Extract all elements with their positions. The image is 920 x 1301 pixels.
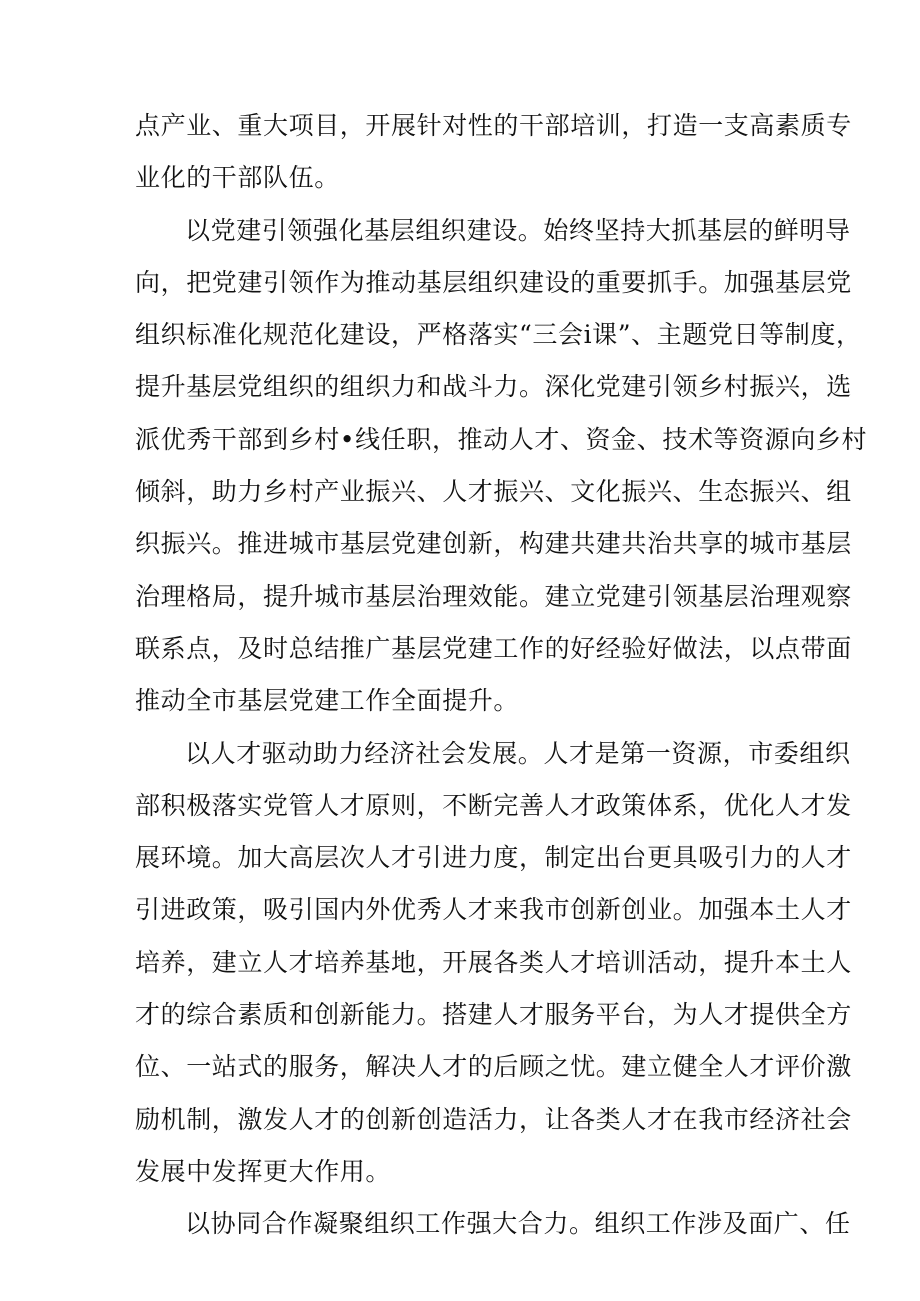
body-text	[135, 100, 868, 1251]
text-line-1: 点产业、重大项目，开展针对性的干部培训，打造一支高素质专	[135, 111, 852, 140]
text-line-17: 培养，建立人才培养基地，开展各类人才培训活动，提升本土人	[135, 947, 852, 977]
text-line-16: 引进政策，吸引国内外优秀人才来我市创新创业。加强本土人才	[135, 895, 852, 925]
text-line-7: 派优秀干部到乡村•线任职，推动人才、资金、技术等资源向乡村	[135, 424, 868, 454]
text-line-19: 位、一站式的服务，解决人才的后顾之忧。建立健全人才评价激	[135, 1052, 852, 1082]
text-line-21: 发展中发挥更大作用。	[135, 1156, 392, 1186]
text-line-20: 励机制，激发人才的创新创造活力，让各类人才在我市经济社会	[135, 1104, 852, 1134]
text-line-14: 部积极落实党管人才原则，不断完善人才政策体系，优化人才发	[135, 790, 852, 820]
text-line-9: 织振兴。推进城市基层党建创新，构建共建共治共享的城市基层	[135, 529, 852, 559]
paragraph-start-talent: 以人才驱动助力经济社会发展。人才是第一资源，市委组织	[185, 738, 851, 768]
text-line-18: 才的综合素质和创新能力。搭建人才服务平台，为人才提供全方	[135, 1000, 852, 1030]
paragraph-start-grassroots: 以党建引领强化基层组织建设。始终坚持大抓基层的鲜明导	[185, 215, 851, 245]
paragraph-start-cooperation: 以协同合作凝聚组织工作强大合力。组织工作涉及面广、任	[185, 1209, 851, 1239]
text-line-10: 治理格局，提升城市基层治理效能。建立党建引领基层治理观察	[135, 581, 852, 611]
text-line-8: 倾斜，助力乡村产业振兴、人才振兴、文化振兴、生态振兴、组	[135, 477, 852, 507]
text-line-15: 展环境。加大高层次人才引进力度，制定出台更具吸引力的人才	[135, 843, 852, 873]
text-line-2: 业化的干部队伍。	[135, 163, 340, 193]
text-line-11: 联系点，及时总结推广基层党建工作的好经验好做法，以点带面	[135, 633, 852, 663]
text-line-5: 组织标准化规范化建设，严格落实“三会i课”、主题党日等制度，	[135, 320, 862, 350]
text-line-6: 提升基层党组织的组织力和战斗力。深化党建引领乡村振兴，选	[135, 372, 852, 402]
text-line-12: 推动全市基层党建工作全面提升。	[135, 686, 520, 716]
text-line-4: 向，把党建引领作为推动基层组织建设的重要抓手。加强基层党	[135, 267, 852, 297]
